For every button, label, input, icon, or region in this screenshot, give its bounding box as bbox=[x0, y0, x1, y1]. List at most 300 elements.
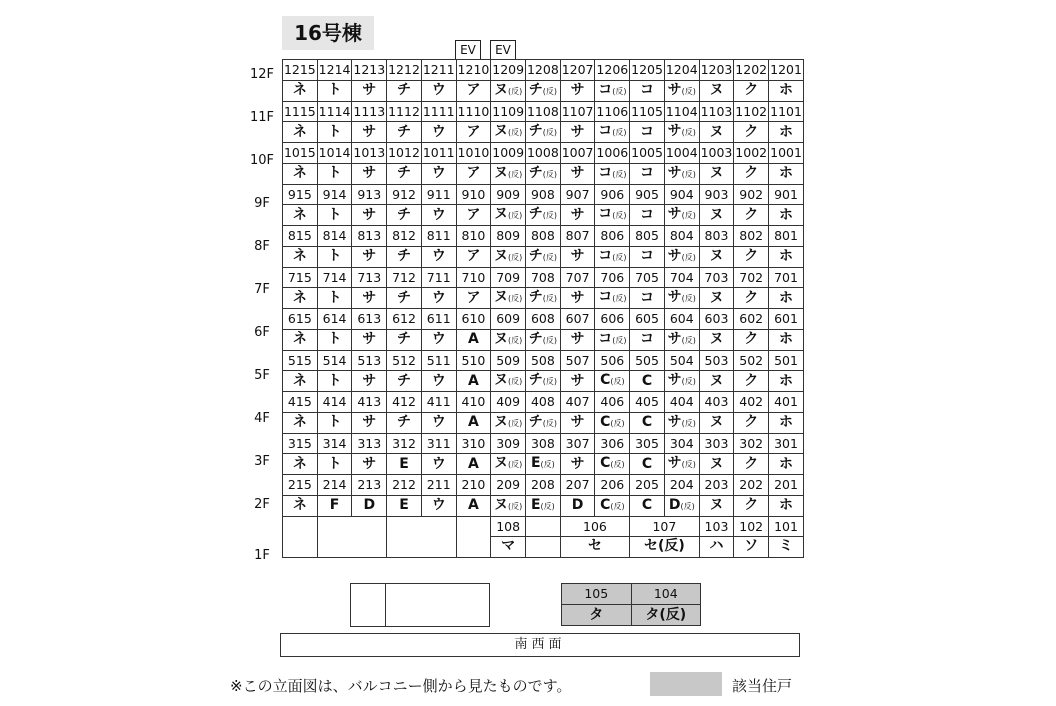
reversed-mark: (反) bbox=[542, 128, 558, 137]
unit-type-letter: F bbox=[329, 497, 340, 513]
unit-type-letter: ア bbox=[466, 123, 481, 140]
unit-type bbox=[699, 495, 734, 516]
reversed-mark: (反) bbox=[681, 335, 696, 345]
unit-number: 311 bbox=[421, 433, 456, 454]
unit-type-letter: ヌ bbox=[494, 330, 509, 347]
unit-type-letter: サ bbox=[570, 123, 585, 140]
unit-type-letter: ア bbox=[466, 289, 481, 306]
unit-type-letter: チ bbox=[528, 413, 543, 430]
unit-type-letter: ヌ bbox=[494, 164, 509, 181]
unit-type-letter: サ bbox=[667, 413, 682, 430]
unit-type-letter: ト bbox=[327, 372, 342, 389]
unit-type-letter: サ bbox=[667, 123, 682, 139]
unit-type-letter: チ bbox=[397, 414, 412, 430]
unit-type bbox=[769, 122, 804, 143]
unit-type bbox=[595, 205, 630, 226]
unit-number: 411 bbox=[421, 392, 456, 413]
unit-number: 406 bbox=[595, 392, 630, 413]
unit-number: 701 bbox=[769, 267, 804, 288]
reversed-mark: (反) bbox=[612, 128, 627, 137]
unit-number-row bbox=[283, 267, 804, 288]
floor-label: 5F bbox=[254, 368, 270, 383]
unit-number: 401 bbox=[769, 392, 804, 413]
unit-type-letter: チ bbox=[528, 330, 543, 347]
unit-number: 408 bbox=[526, 392, 561, 413]
unit-number: 1006 bbox=[595, 143, 630, 164]
unit-type bbox=[387, 205, 422, 226]
unit-type-letter: A bbox=[468, 455, 479, 472]
unit-type-letter: ヌ bbox=[709, 331, 724, 347]
unit-type bbox=[491, 329, 526, 350]
unit-number: 405 bbox=[630, 392, 665, 413]
unit-number: 312 bbox=[387, 433, 422, 454]
unit-type bbox=[387, 329, 422, 350]
unit-number: 1214 bbox=[317, 60, 352, 81]
unit-type-letter: コ bbox=[598, 247, 613, 264]
unit-number: 502 bbox=[734, 350, 769, 371]
unit-number: 703 bbox=[699, 267, 734, 288]
unit-type bbox=[283, 371, 318, 392]
unit-number: 1205 bbox=[630, 60, 665, 81]
unit-type-letter: サ bbox=[667, 289, 682, 305]
unit-number: 103 bbox=[699, 516, 734, 537]
unit-type-letter: サ bbox=[570, 455, 585, 472]
unit-type-letter: D bbox=[668, 496, 681, 513]
unit-number: 904 bbox=[664, 184, 699, 205]
unit-type-letter: サ bbox=[570, 414, 585, 430]
unit-type bbox=[560, 163, 595, 184]
unit-number: 508 bbox=[526, 350, 561, 371]
unit-number: 1003 bbox=[699, 143, 734, 164]
unit-type bbox=[387, 163, 422, 184]
floor-label: 2F bbox=[254, 497, 270, 512]
unit-number: 1106 bbox=[595, 101, 630, 122]
unit-type-row bbox=[283, 80, 804, 101]
unit-number: 504 bbox=[664, 350, 699, 371]
unit-number: 604 bbox=[664, 309, 699, 330]
reversed-mark: (反) bbox=[508, 86, 523, 96]
unit-number: 207 bbox=[560, 475, 595, 496]
unit-type bbox=[526, 246, 561, 267]
unit-type: ソ bbox=[734, 537, 769, 558]
unit-number-row bbox=[283, 226, 804, 247]
reversed-mark: (反) bbox=[508, 501, 523, 511]
unit-type-row bbox=[283, 412, 804, 433]
unit-type bbox=[560, 246, 595, 267]
unit-number: 707 bbox=[560, 267, 595, 288]
unit-number: 705 bbox=[630, 267, 665, 288]
unit-number-row bbox=[283, 143, 804, 164]
unit-type-letter: ヌ bbox=[709, 82, 724, 98]
unit-type-letter: ア bbox=[466, 165, 481, 181]
unit-type-letter: ウ bbox=[431, 123, 446, 140]
unit-type-letter: C bbox=[600, 413, 611, 430]
unit-type bbox=[352, 122, 387, 143]
unit-type-letter: ウ bbox=[431, 82, 446, 98]
reversed-mark: (反) bbox=[542, 211, 558, 220]
unit-number: 314 bbox=[317, 433, 352, 454]
unit-type bbox=[699, 205, 734, 226]
unit-number: 1202 bbox=[734, 60, 769, 81]
unit-number: 1112 bbox=[387, 101, 422, 122]
unit-type-row bbox=[283, 246, 804, 267]
unit-type bbox=[456, 371, 491, 392]
unit-type bbox=[283, 122, 318, 143]
unit-number: 907 bbox=[560, 184, 595, 205]
unit-type bbox=[595, 163, 630, 184]
unit-number: 812 bbox=[387, 226, 422, 247]
unit-number: 715 bbox=[283, 267, 318, 288]
unit-number: 306 bbox=[595, 433, 630, 454]
unit-type-letter: D bbox=[571, 497, 584, 513]
unit-number: 1103 bbox=[699, 101, 734, 122]
unit-number: 1204 bbox=[664, 60, 699, 81]
unit-number: 513 bbox=[352, 350, 387, 371]
reversed-mark: (反) bbox=[612, 294, 627, 303]
unit-type-letter: ト bbox=[327, 123, 342, 140]
unit-number: 1001 bbox=[769, 143, 804, 164]
unit-type-letter: ク bbox=[744, 123, 759, 140]
unit-number: 509 bbox=[491, 350, 526, 371]
unit-number: 708 bbox=[526, 267, 561, 288]
unit-number: 612 bbox=[387, 309, 422, 330]
unit-type bbox=[630, 122, 665, 143]
unit-number-row bbox=[283, 101, 804, 122]
unit-type-letter: ホ bbox=[779, 82, 794, 98]
unit-number: 706 bbox=[595, 267, 630, 288]
unit-type-letter: ヌ bbox=[709, 206, 724, 223]
unit-type: ミ bbox=[769, 537, 804, 558]
unit-number: 1209 bbox=[491, 60, 526, 81]
unit-type-letter: C bbox=[600, 455, 611, 471]
unit-type-letter: コ bbox=[640, 331, 655, 347]
reversed-mark: (反) bbox=[610, 377, 625, 386]
unit-type bbox=[317, 329, 352, 350]
unit-type bbox=[734, 412, 769, 433]
unit-type-letter: C bbox=[641, 455, 653, 472]
unit-number: 1014 bbox=[317, 143, 352, 164]
unit-number: 713 bbox=[352, 267, 387, 288]
unit-type bbox=[595, 412, 630, 433]
unit-type bbox=[421, 495, 456, 516]
unit-type-letter: ヌ bbox=[494, 413, 509, 430]
unit-type bbox=[769, 371, 804, 392]
unit-type bbox=[595, 454, 630, 475]
unit-type bbox=[352, 329, 387, 350]
unit-number: 1211 bbox=[421, 60, 456, 81]
unit-type-letter: コ bbox=[598, 289, 613, 305]
unit-number: 402 bbox=[734, 392, 769, 413]
unit-number: 510 bbox=[456, 350, 491, 371]
unit-type-letter: ト bbox=[327, 165, 342, 181]
unit-type-letter: チ bbox=[397, 165, 412, 181]
unit-type bbox=[387, 288, 422, 309]
unit-number: 514 bbox=[317, 350, 352, 371]
unit-type bbox=[387, 412, 422, 433]
unit-type-letter: ヌ bbox=[494, 496, 509, 513]
unit-type bbox=[734, 163, 769, 184]
unit-type bbox=[699, 122, 734, 143]
unit-type-letter: ク bbox=[744, 165, 759, 181]
unit-type bbox=[526, 454, 561, 475]
unit-type-letter: ヌ bbox=[494, 372, 509, 388]
unit-type bbox=[352, 246, 387, 267]
floor-label: 11F bbox=[249, 110, 275, 125]
unit-number: 808 bbox=[526, 226, 561, 247]
unit-type-letter: チ bbox=[397, 372, 412, 389]
unit-number: 313 bbox=[352, 433, 387, 454]
unit-type-letter: ト bbox=[327, 248, 342, 264]
unit-number: 211 bbox=[421, 475, 456, 496]
unit-type-letter: サ bbox=[570, 165, 585, 181]
unit-type-letter: サ bbox=[362, 372, 377, 389]
unit-number: 1201 bbox=[769, 60, 804, 81]
unit-type bbox=[631, 605, 701, 626]
unit-number: 501 bbox=[769, 350, 804, 371]
unit-type bbox=[456, 329, 491, 350]
unit-type bbox=[421, 412, 456, 433]
unit-type bbox=[595, 288, 630, 309]
unit-type bbox=[456, 246, 491, 267]
unit-type-letter: ヌ bbox=[709, 372, 724, 389]
unit-number-row bbox=[283, 309, 804, 330]
unit-number: 1107 bbox=[560, 101, 595, 122]
unit-type bbox=[734, 205, 769, 226]
unit-number: 702 bbox=[734, 267, 769, 288]
unit-type bbox=[664, 288, 699, 309]
unit-type-letter: サ bbox=[667, 455, 682, 471]
unit-number: 407 bbox=[560, 392, 595, 413]
unit-type-row bbox=[283, 288, 804, 309]
unit-type-letter: ヌ bbox=[709, 455, 724, 472]
unit-type bbox=[491, 122, 526, 143]
unit-type-letter: コ bbox=[598, 206, 613, 222]
unit-type bbox=[283, 246, 318, 267]
unit-number: 205 bbox=[630, 475, 665, 496]
unit-type bbox=[664, 246, 699, 267]
reversed-mark: (反) bbox=[610, 460, 625, 469]
unit-type bbox=[526, 205, 561, 226]
unit-type-letter: ク bbox=[744, 372, 759, 389]
unit-type-row bbox=[283, 163, 804, 184]
unit-type-letter: ク bbox=[744, 331, 759, 347]
unit-type bbox=[352, 495, 387, 516]
unit-number: 1206 bbox=[595, 60, 630, 81]
unit-type-letter: タ bbox=[589, 607, 604, 623]
unit-type-letter: チ bbox=[528, 247, 543, 264]
unit-type bbox=[595, 80, 630, 101]
unit-type bbox=[734, 122, 769, 143]
unit-number: 1005 bbox=[630, 143, 665, 164]
unit-type-letter: チ bbox=[528, 164, 543, 181]
legend-label: 該当住戸 bbox=[732, 677, 793, 695]
unit-type bbox=[283, 205, 318, 226]
unit-type-letter: タ(反) bbox=[645, 607, 687, 623]
unit-type bbox=[317, 205, 352, 226]
unit-type bbox=[526, 495, 561, 516]
unit-type bbox=[526, 371, 561, 392]
unit-type-letter: サ bbox=[362, 206, 377, 223]
unit-number: 214 bbox=[317, 475, 352, 496]
unit-type-letter: ク bbox=[744, 248, 759, 264]
unit-type-letter: サ bbox=[362, 455, 377, 472]
unit-type-letter: ト bbox=[327, 331, 342, 347]
unit-type-letter: サ bbox=[570, 248, 585, 264]
unit-type-letter: ホ bbox=[779, 248, 794, 264]
footnote: ※この立面図は、バルコニー側から見たものです。 bbox=[230, 677, 572, 695]
unit-type-letter: ヌ bbox=[494, 247, 509, 264]
unit-type bbox=[630, 288, 665, 309]
unit-type bbox=[734, 371, 769, 392]
unit-number: 602 bbox=[734, 309, 769, 330]
unit-type-letter: ヌ bbox=[709, 248, 724, 264]
unit-type-letter: サ bbox=[362, 248, 377, 264]
reversed-mark: (反) bbox=[508, 418, 523, 428]
unit-type bbox=[317, 454, 352, 475]
reversed-mark: (反) bbox=[508, 252, 523, 262]
unit-number-row bbox=[283, 392, 804, 413]
unit-type-letter: ト bbox=[327, 289, 342, 306]
unit-number: 213 bbox=[352, 475, 387, 496]
unit-number: 208 bbox=[526, 475, 561, 496]
unit-type bbox=[387, 495, 422, 516]
unit-number: 806 bbox=[595, 226, 630, 247]
reversed-mark: (反) bbox=[542, 86, 558, 96]
unit-number: 712 bbox=[387, 267, 422, 288]
unit-type-letter: サ bbox=[570, 331, 585, 347]
annex-cell bbox=[386, 584, 490, 627]
unit-type bbox=[317, 163, 352, 184]
unit-type-letter: ホ bbox=[779, 206, 794, 223]
unit-type-letter: コ bbox=[598, 123, 613, 139]
unit-type bbox=[560, 288, 595, 309]
unit-type-letter: ネ bbox=[292, 165, 307, 181]
unit-type-letter: C bbox=[641, 497, 653, 513]
unit-number-row bbox=[283, 184, 804, 205]
unit-number: 1109 bbox=[491, 101, 526, 122]
unit-type-letter: ア bbox=[466, 248, 481, 264]
unit-type-letter: ク bbox=[744, 455, 759, 472]
reversed-mark: (反) bbox=[540, 501, 555, 511]
unit-number: 911 bbox=[421, 184, 456, 205]
unit-number: 909 bbox=[491, 184, 526, 205]
unit-type bbox=[560, 495, 595, 516]
unit-number: 1215 bbox=[283, 60, 318, 81]
unit-type bbox=[699, 163, 734, 184]
unit-number: 305 bbox=[630, 433, 665, 454]
unit-type bbox=[734, 80, 769, 101]
unit-number: 1203 bbox=[699, 60, 734, 81]
unit-type-letter: ヌ bbox=[709, 123, 724, 140]
unit-type bbox=[526, 412, 561, 433]
unit-type bbox=[769, 412, 804, 433]
unit-type bbox=[421, 329, 456, 350]
unit-number: 505 bbox=[630, 350, 665, 371]
unit-number: 912 bbox=[387, 184, 422, 205]
unit-type-letter: D bbox=[363, 497, 376, 513]
unit-number: 613 bbox=[352, 309, 387, 330]
unit-type-letter: ウ bbox=[431, 248, 446, 264]
unit-type bbox=[630, 371, 665, 392]
unit-type-letter: ホ bbox=[779, 165, 794, 181]
unit-type-letter: ネ bbox=[292, 206, 307, 223]
unit-type bbox=[317, 246, 352, 267]
unit-number: 1208 bbox=[526, 60, 561, 81]
elevation-grid bbox=[282, 59, 804, 558]
unit-type bbox=[387, 454, 422, 475]
unit-type bbox=[283, 495, 318, 516]
unit-number: 515 bbox=[283, 350, 318, 371]
unit-number: 203 bbox=[699, 475, 734, 496]
unit-type bbox=[664, 205, 699, 226]
unit-type bbox=[664, 371, 699, 392]
reversed-mark: (反) bbox=[681, 377, 696, 386]
unit-type bbox=[456, 80, 491, 101]
unit-number: 215 bbox=[283, 475, 318, 496]
unit-type-letter: E bbox=[399, 497, 409, 513]
unit-number: 811 bbox=[421, 226, 456, 247]
unit-number: 414 bbox=[317, 392, 352, 413]
unit-type-letter: サ bbox=[667, 372, 682, 388]
unit-number: 611 bbox=[421, 309, 456, 330]
unit-type-letter: サ bbox=[570, 372, 585, 389]
unit-type-letter: C bbox=[600, 496, 611, 513]
unit-type bbox=[664, 412, 699, 433]
non-residential-cell bbox=[456, 516, 491, 557]
unit-type-letter: C bbox=[600, 372, 611, 388]
unit-number: 1113 bbox=[352, 101, 387, 122]
floor-label: 7F bbox=[254, 282, 270, 297]
unit-type bbox=[491, 288, 526, 309]
unit-type bbox=[352, 205, 387, 226]
unit-type-letter: ク bbox=[744, 414, 759, 430]
unit-number: 511 bbox=[421, 350, 456, 371]
unit-type-row bbox=[283, 122, 804, 143]
unit-type bbox=[421, 454, 456, 475]
unit-type-letter: ヌ bbox=[494, 206, 509, 222]
unit-type-letter: ウ bbox=[431, 455, 446, 472]
unit-type-letter: チ bbox=[528, 81, 543, 98]
unit-number: 1007 bbox=[560, 143, 595, 164]
unit-type-letter: チ bbox=[528, 123, 543, 139]
unit-type-letter: チ bbox=[528, 372, 543, 388]
unit-number: 1104 bbox=[664, 101, 699, 122]
unit-type bbox=[421, 246, 456, 267]
reversed-mark: (反) bbox=[508, 211, 523, 220]
unit-type bbox=[664, 329, 699, 350]
unit-type-letter: サ bbox=[570, 289, 585, 306]
unit-number: 815 bbox=[283, 226, 318, 247]
unit-number: 710 bbox=[456, 267, 491, 288]
reversed-mark: (反) bbox=[508, 335, 523, 345]
unit-number: 1008 bbox=[526, 143, 561, 164]
unit-type-letter: チ bbox=[397, 206, 412, 223]
unit-number: 1010 bbox=[456, 143, 491, 164]
unit-number: 1102 bbox=[734, 101, 769, 122]
unit-number: 902 bbox=[734, 184, 769, 205]
unit-number: 605 bbox=[630, 309, 665, 330]
unit-type-letter: ネ bbox=[292, 414, 307, 430]
unit-number: 315 bbox=[283, 433, 318, 454]
reversed-mark: (反) bbox=[508, 294, 523, 303]
unit-type-letter: E bbox=[530, 496, 541, 513]
unit-type-letter: コ bbox=[640, 82, 655, 98]
unit-number: 1210 bbox=[456, 60, 491, 81]
unit-number: 1105 bbox=[630, 101, 665, 122]
unit-number: 709 bbox=[491, 267, 526, 288]
unit-number: 512 bbox=[387, 350, 422, 371]
reversed-mark: (反) bbox=[542, 169, 558, 179]
